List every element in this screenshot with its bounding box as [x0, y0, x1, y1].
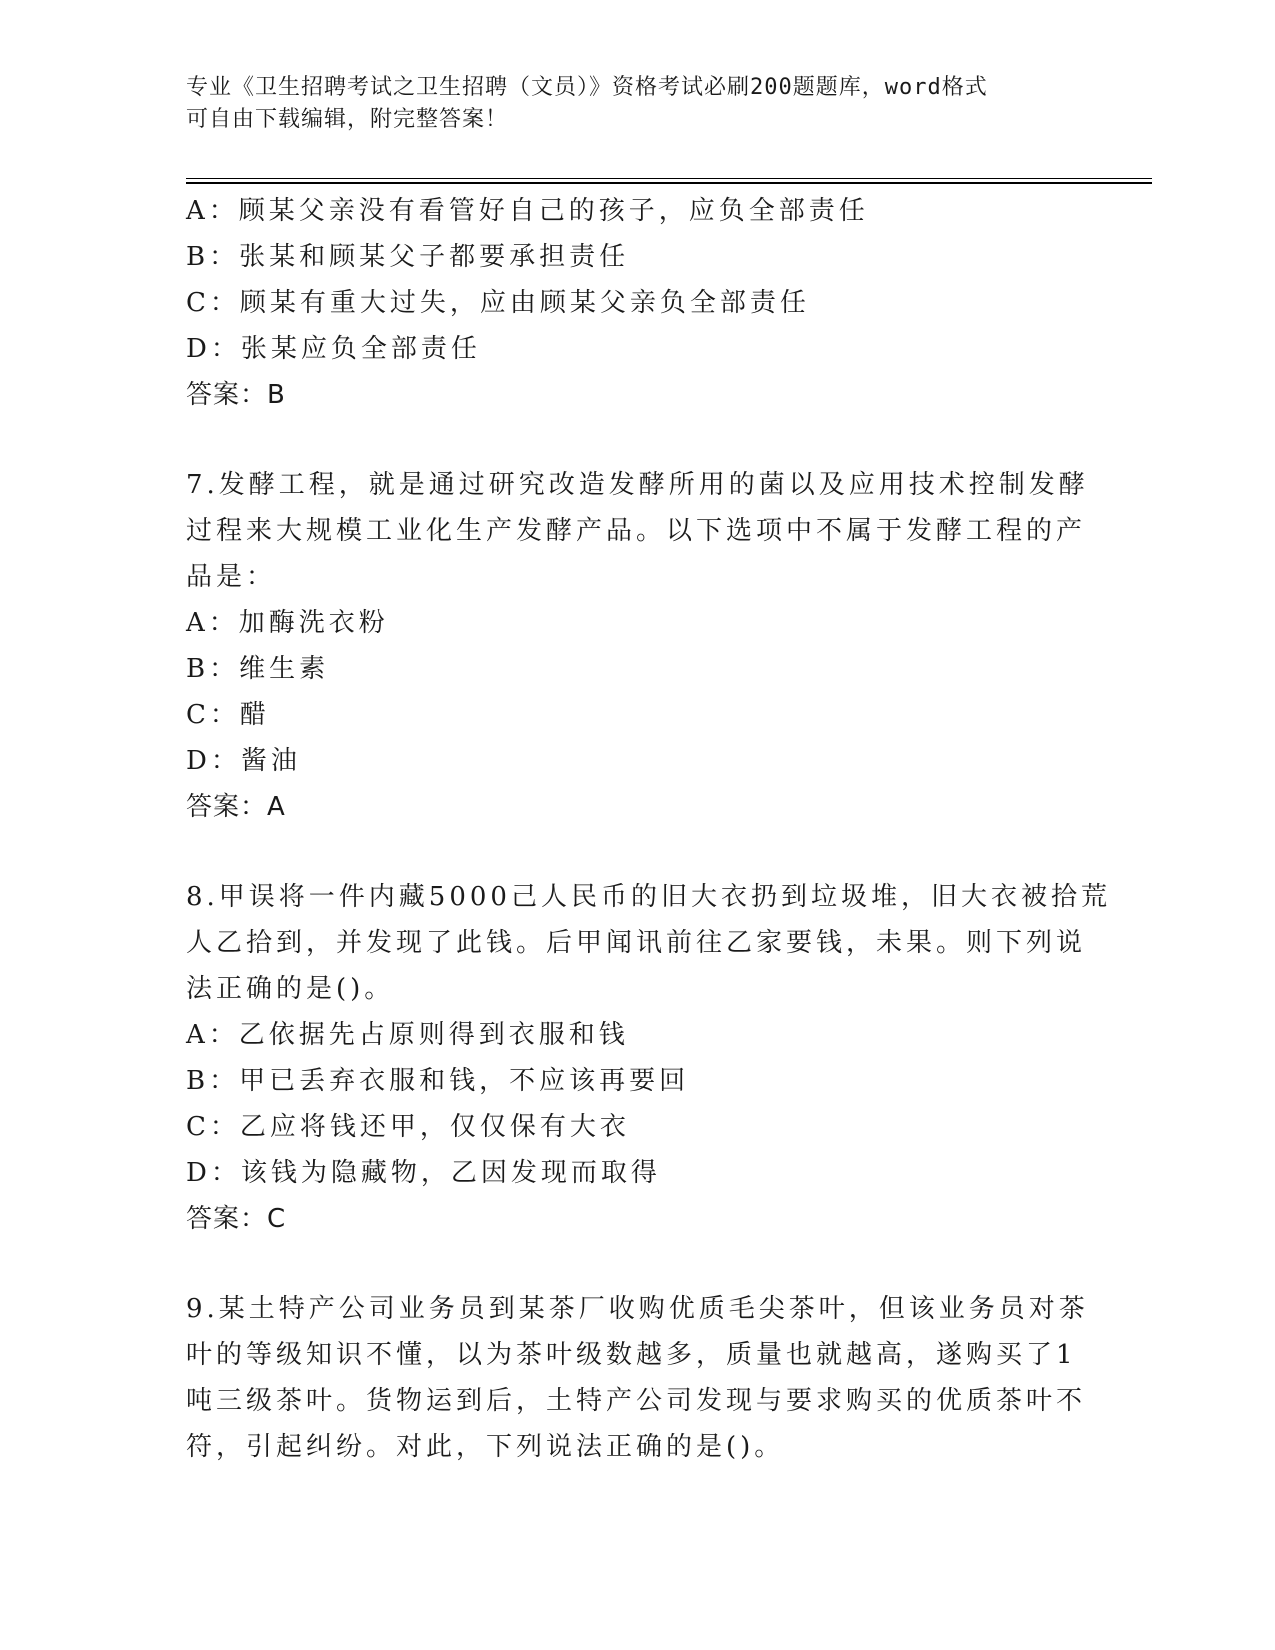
option-a: A：加酶洗衣粉 [186, 608, 389, 638]
spacer [186, 830, 1066, 874]
answer: 答案：B [186, 380, 286, 410]
option-b: B：维生素 [186, 654, 330, 684]
question-7 [186, 462, 1089, 830]
question-stem-line: 8.甲误将一件内藏5000己人民币的旧大衣扔到垃圾堆，旧大衣被拾荒 [186, 882, 1111, 912]
question-stem-line: 过程来大规模工业化生产发酵产品。以下选项中不属于发酵工程的产 [186, 516, 1087, 546]
header-line-2: 可自由下载编辑，附完整答案！ [186, 107, 509, 132]
header-divider-thin [186, 178, 1152, 179]
document-header [186, 72, 1066, 136]
option-a: A：顾某父亲没有看管好自己的孩子，应负全部责任 [186, 196, 869, 226]
option-d: D：该钱为隐藏物，乙因发现而取得 [186, 1158, 661, 1188]
question-stem-line: 7.发酵工程，就是通过研究改造发酵所用的菌以及应用技术控制发酵 [186, 470, 1089, 500]
header-divider-thick [186, 182, 1152, 184]
option-d: D：酱油 [186, 746, 301, 776]
question-stem-line: 9.某土特产公司业务员到某茶厂收购优质毛尖茶叶，但该业务员对茶 [186, 1294, 1089, 1324]
question-8 [186, 874, 1111, 1242]
question-stem-line: 叶的等级知识不懂，以为茶叶级数越多，质量也就越高，遂购买了1 [186, 1340, 1077, 1370]
question-stem-line: 法正确的是()。 [186, 974, 395, 1004]
question-stem-line: 符，引起纠纷。对此，下列说法正确的是()。 [186, 1432, 785, 1462]
question-9 [186, 1286, 1089, 1470]
option-d: D：张某应负全部责任 [186, 334, 481, 364]
question-stem-line: 吨三级茶叶。货物运到后，土特产公司发现与要求购买的优质茶叶不 [186, 1386, 1087, 1416]
answer: 答案：C [186, 1204, 287, 1234]
question-stem-line: 人乙拾到，并发现了此钱。后甲闻讯前往乙家要钱，未果。则下列说 [186, 928, 1087, 958]
option-c: C：醋 [186, 700, 270, 730]
option-c: C：乙应将钱还甲，仅仅保有大衣 [186, 1112, 630, 1142]
option-b: B：张某和顾某父子都要承担责任 [186, 242, 630, 272]
option-a: A：乙依据先占原则得到衣服和钱 [186, 1020, 629, 1050]
question-stem-line: 品是： [186, 562, 277, 592]
header-line-1: 专业《卫生招聘考试之卫生招聘（文员）》资格考试必刷200题题库，word格式 [186, 75, 988, 100]
question-content [186, 188, 1111, 1470]
answer: 答案：A [186, 792, 286, 822]
question-6 [186, 188, 1066, 418]
spacer [186, 1242, 1066, 1286]
option-b: B：甲已丢弃衣服和钱，不应该再要回 [186, 1066, 690, 1096]
option-c: C：顾某有重大过失，应由顾某父亲负全部责任 [186, 288, 810, 318]
spacer [186, 418, 1066, 462]
